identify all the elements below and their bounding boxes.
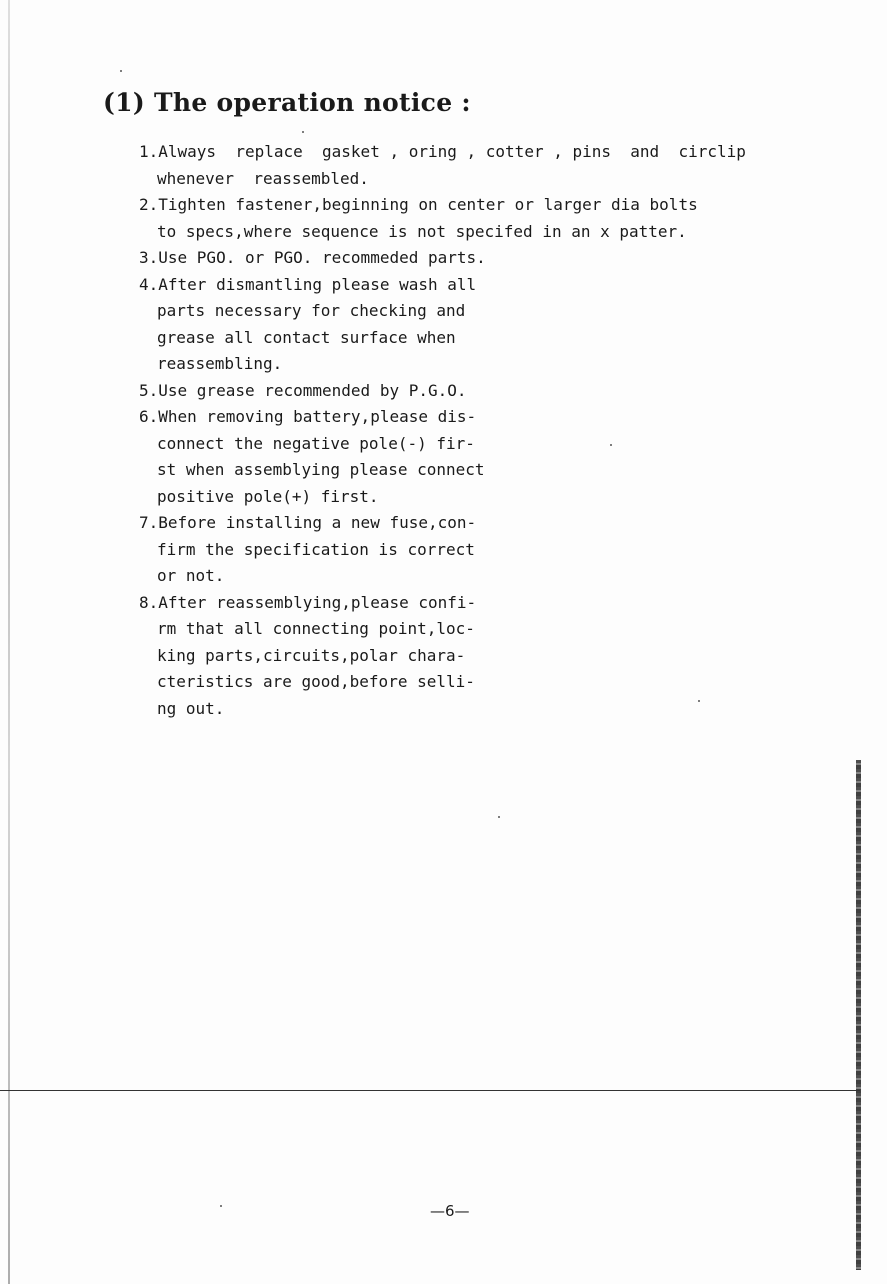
scan-speck bbox=[498, 816, 500, 818]
notice-item-continuation: grease all contact surface when bbox=[157, 327, 456, 347]
notice-item bbox=[131, 510, 746, 590]
scan-speck bbox=[120, 70, 122, 72]
notice-item-continuation: st when assemblying please connect bbox=[157, 460, 485, 479]
scan-speck bbox=[610, 444, 612, 446]
notice-item-text: 2.Tighten fastener,beginning on center or larger dia bolts bbox=[139, 195, 698, 214]
notice-item-continuation: connect the negative pole(-) fir- bbox=[157, 433, 475, 453]
notice-item-text: 4.After dismantling please wash all bbox=[139, 274, 477, 294]
notice-item-continuation: ng out. bbox=[157, 698, 225, 718]
notice-item-text: 5.Use grease recommended by P.G.O. bbox=[139, 380, 467, 400]
page-title: (1) The operation notice : bbox=[103, 88, 471, 117]
notice-item bbox=[131, 192, 746, 245]
notice-item-continuation: or not. bbox=[157, 566, 225, 585]
notice-item bbox=[131, 378, 746, 405]
notice-item bbox=[131, 404, 746, 510]
notice-item bbox=[131, 139, 746, 192]
notice-item-continuation: reassembling. bbox=[157, 354, 283, 373]
notice-list bbox=[131, 139, 746, 722]
notice-item-text: 1.Always replace gasket , oring , cotter , pins and circlip bbox=[139, 142, 746, 161]
notice-item-text: 8.After reassemblying,please confi- bbox=[139, 592, 477, 612]
notice-item-continuation: king parts,circuits,polar chara- bbox=[157, 645, 466, 665]
scan-edge-right bbox=[856, 760, 861, 1270]
notice-item-continuation: to specs,where sequence is not specifed in an x patter. bbox=[157, 221, 687, 241]
page-number: —6— bbox=[430, 1202, 470, 1220]
notice-item bbox=[131, 272, 746, 378]
notice-item-text: 7.Before installing a new fuse,con- bbox=[139, 513, 477, 532]
notice-item bbox=[131, 245, 746, 272]
notice-item-continuation: whenever reassembled. bbox=[157, 168, 369, 188]
scan-speck bbox=[302, 131, 304, 133]
notice-item-continuation: cteristics are good,before selli- bbox=[157, 672, 475, 691]
notice-item-continuation: parts necessary for checking and bbox=[157, 301, 466, 320]
notice-item-text: 6.When removing battery,please dis- bbox=[139, 407, 477, 426]
notice-item-continuation: positive pole(+) first. bbox=[157, 486, 379, 506]
scan-speck bbox=[698, 700, 700, 702]
notice-item bbox=[131, 590, 746, 723]
notice-item-text: 3.Use PGO. or PGO. recommeded parts. bbox=[139, 248, 486, 267]
footer-divider bbox=[0, 1090, 860, 1091]
notice-item-continuation: rm that all connecting point,loc- bbox=[157, 619, 475, 638]
scan-speck bbox=[220, 1205, 222, 1207]
scan-edge-left bbox=[8, 0, 10, 1284]
notice-item-continuation: firm the specification is correct bbox=[157, 539, 475, 559]
